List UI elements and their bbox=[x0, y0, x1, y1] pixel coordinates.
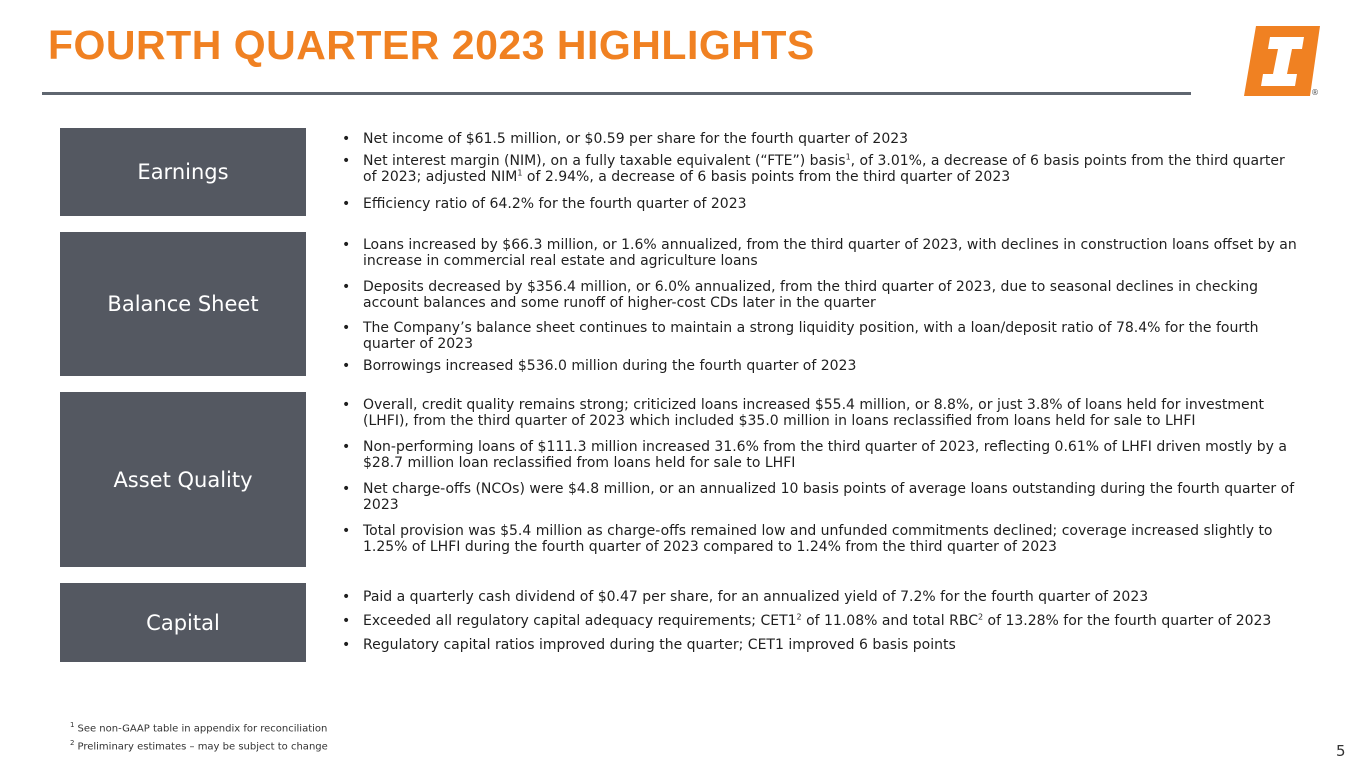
list-item: • Efficiency ratio of 64.2% for the fourth quarter of 2023 bbox=[342, 196, 1302, 212]
earnings-list bbox=[342, 131, 1302, 212]
list-item: • The Company’s balance sheet continues to maintain a strong liquidity position, with a loan/deposit ratio of 78.4% for the fourth quarter of 2023 bbox=[342, 320, 1302, 352]
balance-sheet-list bbox=[342, 237, 1302, 374]
list-item: • Borrowings increased $536.0 million during the fourth quarter of 2023 bbox=[342, 358, 1302, 374]
section-label-asset-quality: Asset Quality bbox=[60, 392, 306, 567]
page-title: FOURTH QUARTER 2023 HIGHLIGHTS bbox=[48, 22, 815, 68]
footnote-1: $^1$ See non-GAAP table in appendix for reconciliation bbox=[70, 721, 328, 735]
footnote-2: $^2$ Preliminary estimates – may be subject to change bbox=[70, 739, 328, 753]
footnotes bbox=[70, 718, 328, 755]
list-item: • Net income of $61.5 million, or $0.59 per share for the fourth quarter of 2023 bbox=[342, 131, 1302, 147]
list-item: • Net charge-offs (NCOs) were $4.8 million, or an annualized 10 basis points of average loans outstanding during the fourth quarter of 2023 bbox=[342, 481, 1302, 513]
section-label-capital: Capital bbox=[60, 583, 306, 662]
company-logo-icon bbox=[1240, 24, 1322, 98]
capital-list bbox=[342, 589, 1302, 653]
section-label-balance-sheet: Balance Sheet bbox=[60, 232, 306, 376]
list-item: • Overall, credit quality remains strong; criticized loans increased $55.4 million, or 8.8%, or just 3.8% of loans held for investment (LHFI), from the third quarter of 2023 which included $35.0 million in loans reclassified from loans held for sale to LHFI bbox=[342, 397, 1302, 429]
list-item: • Deposits decreased by $356.4 million, or 6.0% annualized, from the third quarter of 2023, due to seasonal declines in checking account balances and some runoff of higher-cost CDs later in the quarter bbox=[342, 279, 1302, 311]
list-item: • Non-performing loans of $111.3 million increased 31.6% from the third quarter of 2023, reflecting 0.61% of LHFI driven mostly by a $28.7 million loan reclassified from loans held for sale to LHFI bbox=[342, 439, 1302, 471]
list-item: • Net interest margin (NIM), on a fully taxable equivalent (“FTE”) basis$^1$, of 3.01%, a decrease of 6 basis points from the third quarter of 2023; adjusted NIM$^1$ of 2.94%, a decrease of 6 basis points from the third quarter of 2023 bbox=[342, 153, 1302, 185]
list-item: • Exceeded all regulatory capital adequacy requirements; $CET1^2$ of 11.08% and total RBC$^2$ of 13.28% for the fourth quarter of 2023 bbox=[342, 613, 1302, 629]
list-item: • Paid a quarterly cash dividend of $0.47 per share, for an annualized yield of 7.2% for the fourth quarter of 2023 bbox=[342, 589, 1302, 605]
list-item: • Total provision was $5.4 million as charge-offs remained low and unfunded commitments declined; coverage increased slightly to 1.25% of LHFI during the fourth quarter of 2023 compared to 1.24% from the third quarter of 2023 bbox=[342, 523, 1302, 555]
list-item: • Loans increased by $66.3 million, or 1.6% annualized, from the third quarter of 2023, with declines in construction loans offset by an increase in commercial real estate and agriculture loans bbox=[342, 237, 1302, 269]
title-divider bbox=[42, 92, 1191, 95]
registered-mark: ® bbox=[1311, 88, 1319, 97]
list-item: • Regulatory capital ratios improved during the quarter; CET1 improved 6 basis points bbox=[342, 637, 1302, 653]
section-label-earnings: Earnings bbox=[60, 128, 306, 216]
asset-quality-list bbox=[342, 397, 1302, 555]
page-number: 5 bbox=[1336, 742, 1346, 760]
